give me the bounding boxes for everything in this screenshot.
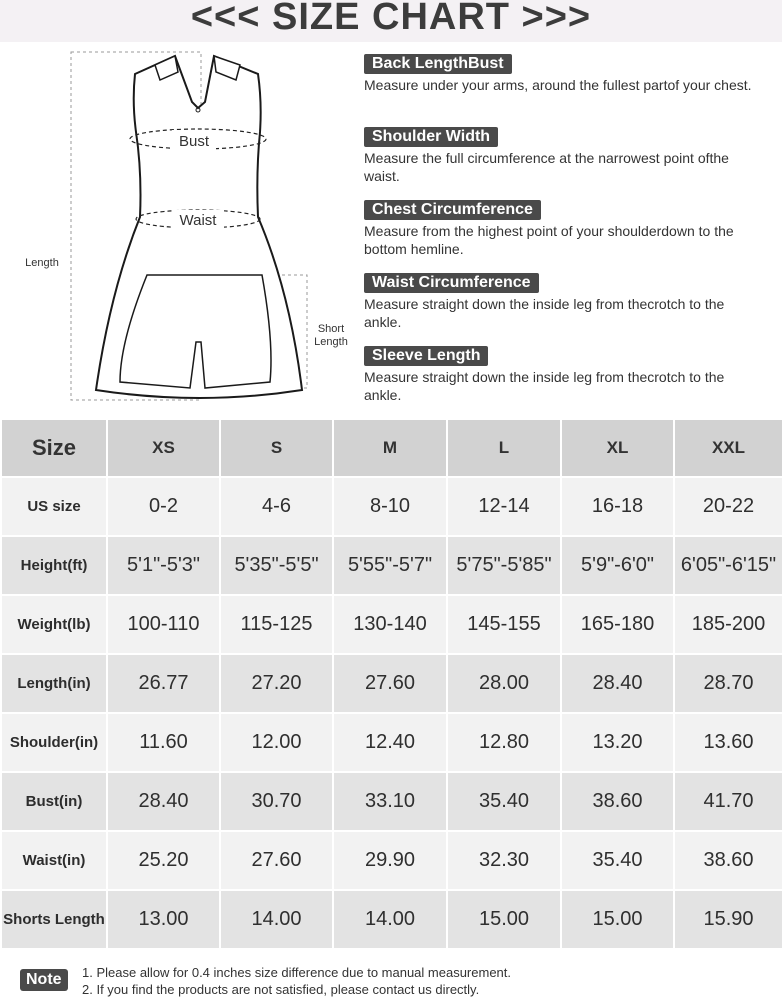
table-cell: 5'9"-6'0": [561, 536, 674, 595]
size-header: Size: [1, 419, 107, 477]
measure-description: Measure from the highest point of your shoulderdown to the bottom hemline.: [364, 223, 734, 257]
table-cell: 28.40: [561, 654, 674, 713]
table-cell: 27.20: [220, 654, 333, 713]
note-line: 2. If you find the products are not satisfied, please contact us directly.: [82, 982, 480, 997]
table-cell: 30.70: [220, 772, 333, 831]
measure-item-back-length-bust: [364, 54, 774, 127]
note-text: [82, 964, 511, 998]
measure-description: Measure straight down the inside leg from thecrotch to the ankle.: [364, 369, 725, 403]
table-row: [1, 536, 782, 595]
table-cell: 11.60: [107, 713, 220, 772]
measure-item-chest-circumference: [364, 200, 774, 273]
measure-item-shoulder-width: [364, 127, 774, 200]
table-cell: 8-10: [333, 477, 447, 536]
size-table: [0, 418, 782, 950]
measure-title: Sleeve Length: [364, 346, 488, 366]
table-cell: 12.80: [447, 713, 561, 772]
table-cell: 6'05"-6'15": [674, 536, 782, 595]
table-row: [1, 772, 782, 831]
table-cell: 16-18: [561, 477, 674, 536]
table-body: [1, 477, 782, 949]
table-cell: 13.00: [107, 890, 220, 949]
table-cell: 15.00: [447, 890, 561, 949]
table-row: [1, 595, 782, 654]
table-cell: 27.60: [220, 831, 333, 890]
row-label: Shoulder(in): [1, 713, 107, 772]
note-line: 1. Please allow for 0.4 inches size difference due to manual measurement.: [82, 965, 511, 980]
short-length-label-line1: Short: [317, 323, 345, 335]
table-cell: 35.40: [561, 831, 674, 890]
row-label: Bust(in): [1, 772, 107, 831]
measurement-guide: [364, 54, 774, 419]
table-cell: 115-125: [220, 595, 333, 654]
table-cell: 14.00: [220, 890, 333, 949]
table-cell: 5'1"-5'3": [107, 536, 220, 595]
table-cell: 20-22: [674, 477, 782, 536]
page-title: <<< SIZE CHART >>>: [190, 0, 592, 38]
table-row: [1, 654, 782, 713]
table-cell: 28.40: [107, 772, 220, 831]
table-cell: 0-2: [107, 477, 220, 536]
table-cell: 26.77: [107, 654, 220, 713]
table-cell: 38.60: [561, 772, 674, 831]
table-cell: 12-14: [447, 477, 561, 536]
table-cell: 5'75"-5'85": [447, 536, 561, 595]
measure-description: Measure under your arms, around the fullest partof your chest.: [364, 77, 752, 93]
table-cell: 29.90: [333, 831, 447, 890]
row-label: US size: [1, 477, 107, 536]
row-label: Length(in): [1, 654, 107, 713]
table-cell: 38.60: [674, 831, 782, 890]
row-label: Weight(lb): [1, 595, 107, 654]
size-column-header: XL: [561, 419, 674, 477]
measure-title: Back LengthBust: [364, 54, 512, 74]
note-badge: Note: [20, 969, 68, 991]
table-cell: 32.30: [447, 831, 561, 890]
size-column-header: L: [447, 419, 561, 477]
size-column-header: S: [220, 419, 333, 477]
table-cell: 41.70: [674, 772, 782, 831]
table-cell: 25.20: [107, 831, 220, 890]
table-cell: 13.60: [674, 713, 782, 772]
table-cell: 185-200: [674, 595, 782, 654]
measure-title: Shoulder Width: [364, 127, 498, 147]
table-cell: 4-6: [220, 477, 333, 536]
table-cell: 165-180: [561, 595, 674, 654]
measure-description: Measure the full circumference at the narrowest point ofthe waist.: [364, 150, 729, 184]
measure-description: Measure straight down the inside leg from thecrotch to the ankle.: [364, 296, 725, 330]
waist-label: Waist: [179, 212, 217, 229]
table-cell: 15.90: [674, 890, 782, 949]
short-length-label-line2: Length: [314, 336, 348, 348]
size-column-header: XS: [107, 419, 220, 477]
table-row: [1, 477, 782, 536]
bust-label: Bust: [178, 133, 210, 150]
measure-item-sleeve-length: [364, 346, 774, 419]
note-section: [20, 962, 780, 998]
table-cell: 13.20: [561, 713, 674, 772]
dress-diagram: [0, 42, 360, 412]
table-row: [1, 890, 782, 949]
table-cell: 33.10: [333, 772, 447, 831]
table-cell: 145-155: [447, 595, 561, 654]
table-cell: 130-140: [333, 595, 447, 654]
table-cell: 5'55"-5'7": [333, 536, 447, 595]
dress-illustration: [0, 42, 360, 412]
table-header-row: [1, 419, 782, 477]
size-column-header: M: [333, 419, 447, 477]
table-row: [1, 831, 782, 890]
measure-title: Chest Circumference: [364, 200, 541, 220]
table-cell: 5'35"-5'5": [220, 536, 333, 595]
row-label: Waist(in): [1, 831, 107, 890]
table-cell: 100-110: [107, 595, 220, 654]
table-cell: 15.00: [561, 890, 674, 949]
table-cell: 28.00: [447, 654, 561, 713]
table-cell: 12.00: [220, 713, 333, 772]
header-banner: [0, 0, 782, 42]
measure-title: Waist Circumference: [364, 273, 539, 293]
row-label: Shorts Length: [1, 890, 107, 949]
length-label: Length: [25, 257, 59, 269]
size-column-header: XXL: [674, 419, 782, 477]
table-row: [1, 713, 782, 772]
table-cell: 12.40: [333, 713, 447, 772]
table-cell: 14.00: [333, 890, 447, 949]
table-cell: 35.40: [447, 772, 561, 831]
row-label: Height(ft): [1, 536, 107, 595]
measure-item-waist-circumference: [364, 273, 774, 346]
table-cell: 27.60: [333, 654, 447, 713]
table-cell: 28.70: [674, 654, 782, 713]
